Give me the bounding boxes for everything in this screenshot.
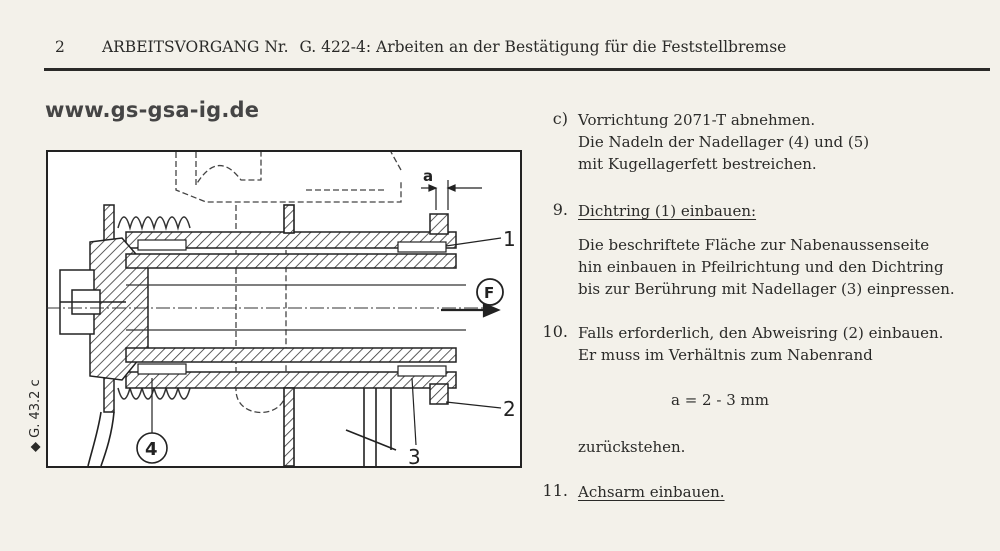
- step-c-line-3: mit Kugellagerfett bestreichen.: [578, 155, 817, 173]
- label-direction-f: F: [484, 284, 495, 302]
- step-9-line-1: Die beschriftete Fläche zur Nabenaussenseite: [578, 236, 930, 254]
- label-part-4: 4: [145, 439, 158, 460]
- step-c-line-2: Die Nadeln der Nadellager (4) und (5): [578, 133, 870, 151]
- label-part-2: 2: [503, 397, 516, 421]
- watermark: www.gs-gsa-ig.de: [45, 98, 260, 122]
- step-10-tail: zurückstehen.: [578, 438, 686, 456]
- header-rule: [44, 68, 990, 71]
- operation-code: G. 422-4:: [299, 38, 372, 56]
- step-c-line-1: Vorrichtung 2071-T abnehmen.: [578, 111, 816, 129]
- step-10-number: 10.: [542, 322, 568, 341]
- step-10-line-2: Er muss im Verhältnis zum Nabenrand: [578, 346, 873, 364]
- step-9-heading: Dichtring (1) einbauen:: [578, 202, 757, 220]
- step-11-heading: Achsarm einbauen.: [578, 483, 725, 501]
- step-11-number: 11.: [542, 481, 568, 500]
- step-9-line-3: bis zur Berührung mit Nadellager (3) einpressen.: [578, 280, 955, 298]
- step-9-line-2: hin einbauen in Pfeilrichtung und den Dichtring: [578, 258, 944, 276]
- label-dimension-a: a: [423, 167, 434, 185]
- label-part-3: 3: [408, 445, 421, 468]
- step-9-number: 9.: [552, 200, 568, 219]
- hub-cross-section-figure: [46, 150, 522, 468]
- label-part-1: 1: [503, 227, 516, 251]
- step-10-formula: a = 2 - 3 mm: [671, 391, 769, 409]
- step-10-line-1: Falls erforderlich, den Abweisring (2) einbauen.: [578, 324, 944, 342]
- page-header: [55, 38, 786, 56]
- page-number: 2: [55, 38, 65, 56]
- header-subtitle: Arbeiten an der Bestätigung für die Feststellbremse: [376, 38, 787, 56]
- step-c-number: c): [552, 109, 568, 128]
- header-title: ARBEITSVORGANG Nr.: [101, 38, 289, 56]
- side-code: ◆ G. 43.2 c: [28, 379, 43, 452]
